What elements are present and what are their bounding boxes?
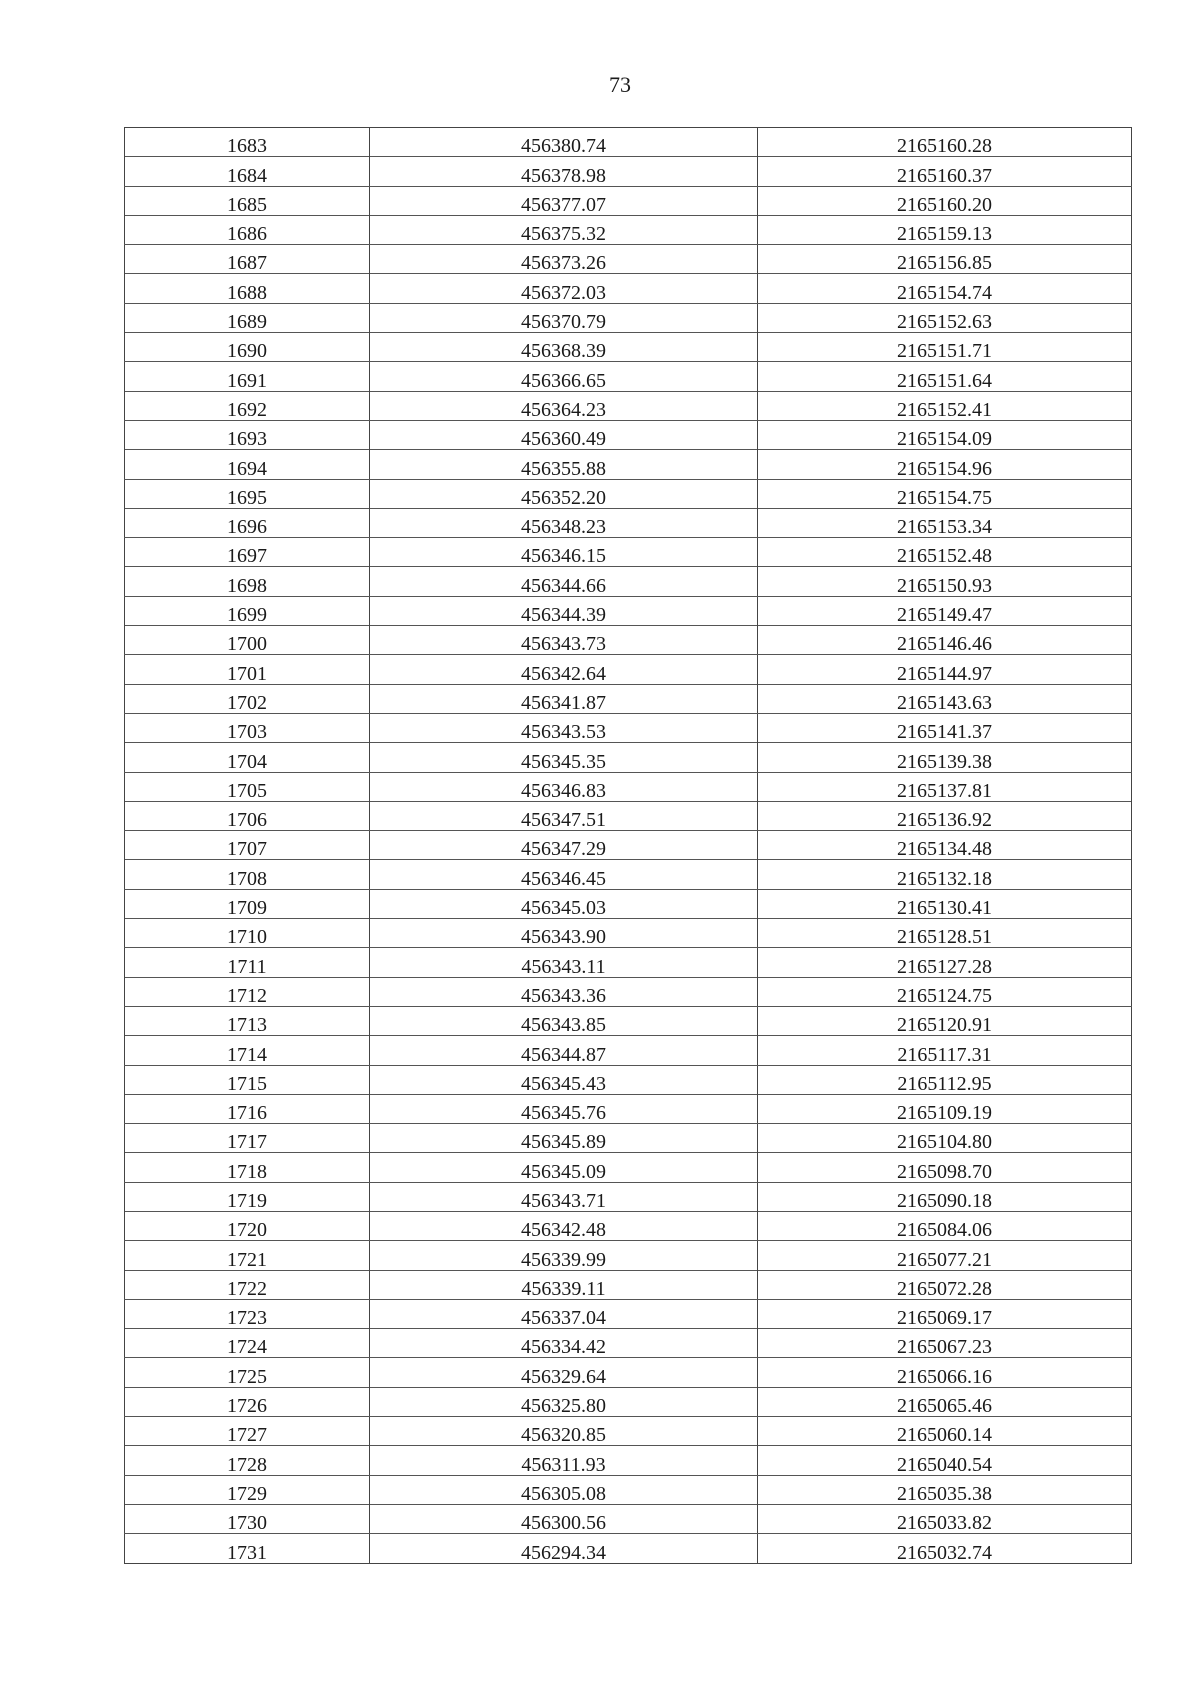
table-row [125,831,1132,860]
y-coordinate-cell: 2165150.93 [758,567,1132,596]
table-row [125,157,1132,186]
table-row [125,948,1132,977]
table-row [125,889,1132,918]
table-row [125,508,1132,537]
y-coordinate-cell: 2165127.28 [758,948,1132,977]
table-row [125,391,1132,420]
point-id-cell: 1703 [125,713,370,742]
point-id-cell: 1714 [125,1036,370,1065]
coordinate-table [124,127,1132,1564]
y-coordinate-cell: 2165033.82 [758,1504,1132,1533]
y-coordinate-cell: 2165136.92 [758,801,1132,830]
point-id-cell: 1717 [125,1124,370,1153]
x-coordinate-cell: 456329.64 [370,1358,758,1387]
x-coordinate-cell: 456344.87 [370,1036,758,1065]
point-id-cell: 1707 [125,831,370,860]
y-coordinate-cell: 2165072.28 [758,1270,1132,1299]
y-coordinate-cell: 2165117.31 [758,1036,1132,1065]
x-coordinate-cell: 456345.43 [370,1065,758,1094]
y-coordinate-cell: 2165156.85 [758,245,1132,274]
y-coordinate-cell: 2165137.81 [758,772,1132,801]
point-id-cell: 1704 [125,743,370,772]
point-id-cell: 1722 [125,1270,370,1299]
y-coordinate-cell: 2165090.18 [758,1182,1132,1211]
table-row [125,1534,1132,1563]
table-row [125,1504,1132,1533]
table-row [125,1182,1132,1211]
y-coordinate-cell: 2165160.20 [758,186,1132,215]
y-coordinate-cell: 2165130.41 [758,889,1132,918]
table-row [125,1417,1132,1446]
table-row [125,1329,1132,1358]
y-coordinate-cell: 2165067.23 [758,1329,1132,1358]
y-coordinate-cell: 2165040.54 [758,1446,1132,1475]
y-coordinate-cell: 2165152.41 [758,391,1132,420]
table-row [125,1211,1132,1240]
point-id-cell: 1701 [125,655,370,684]
point-id-cell: 1698 [125,567,370,596]
table-row [125,1094,1132,1123]
x-coordinate-cell: 456325.80 [370,1387,758,1416]
table-row [125,245,1132,274]
point-id-cell: 1718 [125,1153,370,1182]
point-id-cell: 1719 [125,1182,370,1211]
point-id-cell: 1695 [125,479,370,508]
table-row [125,1241,1132,1270]
table-row [125,303,1132,332]
y-coordinate-cell: 2165143.63 [758,684,1132,713]
point-id-cell: 1692 [125,391,370,420]
y-coordinate-cell: 2165149.47 [758,596,1132,625]
table-row [125,743,1132,772]
x-coordinate-cell: 456345.76 [370,1094,758,1123]
x-coordinate-cell: 456355.88 [370,450,758,479]
table-row [125,1065,1132,1094]
x-coordinate-cell: 456346.83 [370,772,758,801]
point-id-cell: 1684 [125,157,370,186]
x-coordinate-cell: 456337.04 [370,1299,758,1328]
table-row [125,772,1132,801]
point-id-cell: 1729 [125,1475,370,1504]
table-row [125,450,1132,479]
point-id-cell: 1709 [125,889,370,918]
x-coordinate-cell: 456373.26 [370,245,758,274]
point-id-cell: 1705 [125,772,370,801]
x-coordinate-cell: 456343.71 [370,1182,758,1211]
x-coordinate-cell: 456343.73 [370,626,758,655]
point-id-cell: 1689 [125,303,370,332]
x-coordinate-cell: 456343.53 [370,713,758,742]
y-coordinate-cell: 2165152.63 [758,303,1132,332]
point-id-cell: 1683 [125,128,370,157]
x-coordinate-cell: 456343.11 [370,948,758,977]
y-coordinate-cell: 2165069.17 [758,1299,1132,1328]
y-coordinate-cell: 2165098.70 [758,1153,1132,1182]
point-id-cell: 1723 [125,1299,370,1328]
point-id-cell: 1721 [125,1241,370,1270]
table-row [125,1299,1132,1328]
table-row [125,479,1132,508]
table-row [125,186,1132,215]
point-id-cell: 1687 [125,245,370,274]
y-coordinate-cell: 2165104.80 [758,1124,1132,1153]
x-coordinate-cell: 456345.35 [370,743,758,772]
y-coordinate-cell: 2165160.37 [758,157,1132,186]
y-coordinate-cell: 2165112.95 [758,1065,1132,1094]
y-coordinate-cell: 2165134.48 [758,831,1132,860]
table-row [125,1036,1132,1065]
y-coordinate-cell: 2165032.74 [758,1534,1132,1563]
point-id-cell: 1711 [125,948,370,977]
x-coordinate-cell: 456368.39 [370,333,758,362]
x-coordinate-cell: 456380.74 [370,128,758,157]
x-coordinate-cell: 456342.64 [370,655,758,684]
x-coordinate-cell: 456348.23 [370,508,758,537]
x-coordinate-cell: 456360.49 [370,420,758,449]
x-coordinate-cell: 456334.42 [370,1329,758,1358]
x-coordinate-cell: 456341.87 [370,684,758,713]
y-coordinate-cell: 2165159.13 [758,215,1132,244]
y-coordinate-cell: 2165128.51 [758,919,1132,948]
point-id-cell: 1725 [125,1358,370,1387]
table-row [125,333,1132,362]
x-coordinate-cell: 456345.03 [370,889,758,918]
x-coordinate-cell: 456352.20 [370,479,758,508]
x-coordinate-cell: 456294.34 [370,1534,758,1563]
point-id-cell: 1710 [125,919,370,948]
y-coordinate-cell: 2165154.74 [758,274,1132,303]
table-row [125,362,1132,391]
x-coordinate-cell: 456347.29 [370,831,758,860]
table-row [125,801,1132,830]
table-row [125,1387,1132,1416]
point-id-cell: 1693 [125,420,370,449]
x-coordinate-cell: 456375.32 [370,215,758,244]
table-row [125,1124,1132,1153]
table-row [125,1446,1132,1475]
x-coordinate-cell: 456370.79 [370,303,758,332]
point-id-cell: 1712 [125,977,370,1006]
x-coordinate-cell: 456377.07 [370,186,758,215]
y-coordinate-cell: 2165077.21 [758,1241,1132,1270]
x-coordinate-cell: 456364.23 [370,391,758,420]
point-id-cell: 1728 [125,1446,370,1475]
y-coordinate-cell: 2165060.14 [758,1417,1132,1446]
y-coordinate-cell: 2165160.28 [758,128,1132,157]
y-coordinate-cell: 2165144.97 [758,655,1132,684]
x-coordinate-cell: 456339.99 [370,1241,758,1270]
y-coordinate-cell: 2165152.48 [758,538,1132,567]
point-id-cell: 1731 [125,1534,370,1563]
y-coordinate-cell: 2165154.09 [758,420,1132,449]
y-coordinate-cell: 2165154.75 [758,479,1132,508]
x-coordinate-cell: 456305.08 [370,1475,758,1504]
y-coordinate-cell: 2165066.16 [758,1358,1132,1387]
x-coordinate-cell: 456343.90 [370,919,758,948]
point-id-cell: 1730 [125,1504,370,1533]
y-coordinate-cell: 2165154.96 [758,450,1132,479]
table-row [125,655,1132,684]
point-id-cell: 1727 [125,1417,370,1446]
point-id-cell: 1697 [125,538,370,567]
table-row [125,860,1132,889]
table-row [125,1358,1132,1387]
point-id-cell: 1696 [125,508,370,537]
table-row [125,215,1132,244]
x-coordinate-cell: 456378.98 [370,157,758,186]
table-row [125,1153,1132,1182]
point-id-cell: 1706 [125,801,370,830]
y-coordinate-cell: 2165109.19 [758,1094,1132,1123]
x-coordinate-cell: 456346.15 [370,538,758,567]
y-coordinate-cell: 2165139.38 [758,743,1132,772]
point-id-cell: 1708 [125,860,370,889]
table-row [125,420,1132,449]
x-coordinate-cell: 456346.45 [370,860,758,889]
point-id-cell: 1700 [125,626,370,655]
table-row [125,919,1132,948]
x-coordinate-cell: 456339.11 [370,1270,758,1299]
table-row [125,128,1132,157]
x-coordinate-cell: 456366.65 [370,362,758,391]
y-coordinate-cell: 2165035.38 [758,1475,1132,1504]
x-coordinate-cell: 456343.36 [370,977,758,1006]
x-coordinate-cell: 456344.66 [370,567,758,596]
point-id-cell: 1699 [125,596,370,625]
point-id-cell: 1713 [125,1006,370,1035]
point-id-cell: 1688 [125,274,370,303]
y-coordinate-cell: 2165120.91 [758,1006,1132,1035]
x-coordinate-cell: 456347.51 [370,801,758,830]
table-row [125,1270,1132,1299]
x-coordinate-cell: 456300.56 [370,1504,758,1533]
table-row [125,1006,1132,1035]
table-row [125,684,1132,713]
table-row [125,977,1132,1006]
point-id-cell: 1720 [125,1211,370,1240]
table-row [125,1475,1132,1504]
table-row [125,626,1132,655]
point-id-cell: 1685 [125,186,370,215]
x-coordinate-cell: 456344.39 [370,596,758,625]
y-coordinate-cell: 2165153.34 [758,508,1132,537]
point-id-cell: 1694 [125,450,370,479]
point-id-cell: 1724 [125,1329,370,1358]
point-id-cell: 1726 [125,1387,370,1416]
x-coordinate-cell: 456345.09 [370,1153,758,1182]
x-coordinate-cell: 456342.48 [370,1211,758,1240]
y-coordinate-cell: 2165151.71 [758,333,1132,362]
table-row [125,713,1132,742]
y-coordinate-cell: 2165151.64 [758,362,1132,391]
x-coordinate-cell: 456311.93 [370,1446,758,1475]
point-id-cell: 1690 [125,333,370,362]
y-coordinate-cell: 2165146.46 [758,626,1132,655]
y-coordinate-cell: 2165124.75 [758,977,1132,1006]
point-id-cell: 1715 [125,1065,370,1094]
x-coordinate-cell: 456345.89 [370,1124,758,1153]
x-coordinate-cell: 456372.03 [370,274,758,303]
point-id-cell: 1691 [125,362,370,391]
x-coordinate-cell: 456343.85 [370,1006,758,1035]
y-coordinate-cell: 2165132.18 [758,860,1132,889]
point-id-cell: 1686 [125,215,370,244]
y-coordinate-cell: 2165141.37 [758,713,1132,742]
point-id-cell: 1716 [125,1094,370,1123]
table-row [125,596,1132,625]
y-coordinate-cell: 2165065.46 [758,1387,1132,1416]
x-coordinate-cell: 456320.85 [370,1417,758,1446]
table-row [125,567,1132,596]
table-row [125,538,1132,567]
table-row [125,274,1132,303]
coordinate-table-body [125,128,1132,1564]
point-id-cell: 1702 [125,684,370,713]
page-number: 73 [609,72,631,97]
y-coordinate-cell: 2165084.06 [758,1211,1132,1240]
